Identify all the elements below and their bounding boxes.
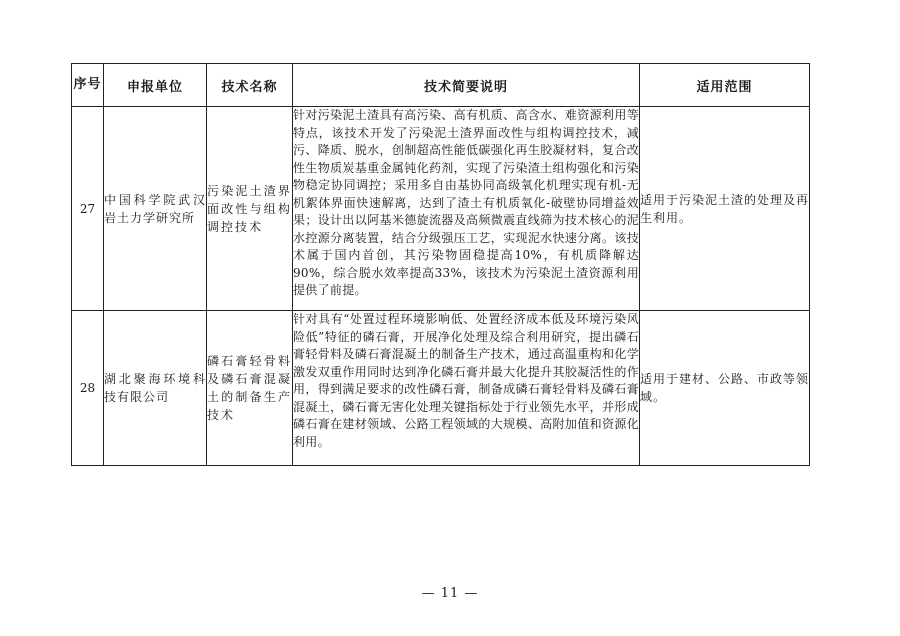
table-header-row: [72, 64, 810, 107]
page-number: — 11 —: [421, 586, 479, 601]
row-tech-name: 污染泥土渣界面改性与组构调控技术: [207, 107, 293, 311]
row-unit: 湖北聚海环境科技有限公司: [104, 311, 207, 466]
header-scope: 适用范围: [640, 64, 810, 107]
table-row: [72, 107, 810, 311]
table-row: [72, 311, 810, 466]
row-scope: 适用于建材、公路、市政等领域。: [640, 311, 810, 466]
row-scope: 适用于污染泥土渣的处理及再生利用。: [640, 107, 810, 311]
row-tech-name: 磷石膏轻骨料及磷石膏混凝土的制备生产技术: [207, 311, 293, 466]
row-description: 针对污染泥土渣具有高污染、高有机质、高含水、难资源利用等特点，该技术开发了污染泥土渣界面改性与组构调控技术，减污、降质、脱水，创制超高性能低碳强化再生胶凝材料，复合改性生物质炭基重金属钝化药剂，实现了污染渣土组构强化和污染物稳定协同调控；采用多自由基协同高级氧化机理实现有机-无机絮体界面快速解离，达到了渣土有机质氧化-破壁协同增益效果；设计出以阿基米德旋流器及高频微震直线筛为技术核心的泥水控源分离装置，结合分级强压工艺，实现泥水快速分离。该技术属于国内首创，其污染物固稳提高10%，有机质降解达90%，综合脱水效率提高33%，该技术为污染泥土渣资源利用提供了前提。: [293, 107, 640, 311]
header-desc: 技术简要说明: [293, 64, 640, 107]
row-description: 针对具有“处置过程环境影响低、处置经济成本低及环境污染风险低”特征的磷石膏，开展净化处理及综合利用研究，提出磷石膏轻骨料及磷石膏混凝土的制备生产技术，通过高温重构和化学激发双重作用同时达到净化磷石膏并最大化提升其胶凝活性的作用，得到满足要求的改性磷石膏，制备成磷石膏轻骨料及磷石膏混凝土，磷石膏无害化处理关键指标处于行业领先水平，并形成磷石膏在建材领域、公路工程领域的大规模、高附加值和资源化利用。: [293, 311, 640, 466]
technology-table: [71, 63, 810, 466]
row-seq: 27: [72, 107, 104, 311]
header-name: 技术名称: [207, 64, 293, 107]
header-seq: 序号: [72, 64, 104, 107]
row-unit: 中国科学院武汉岩土力学研究所: [104, 107, 207, 311]
row-seq: 28: [72, 311, 104, 466]
header-unit: 申报单位: [104, 64, 207, 107]
